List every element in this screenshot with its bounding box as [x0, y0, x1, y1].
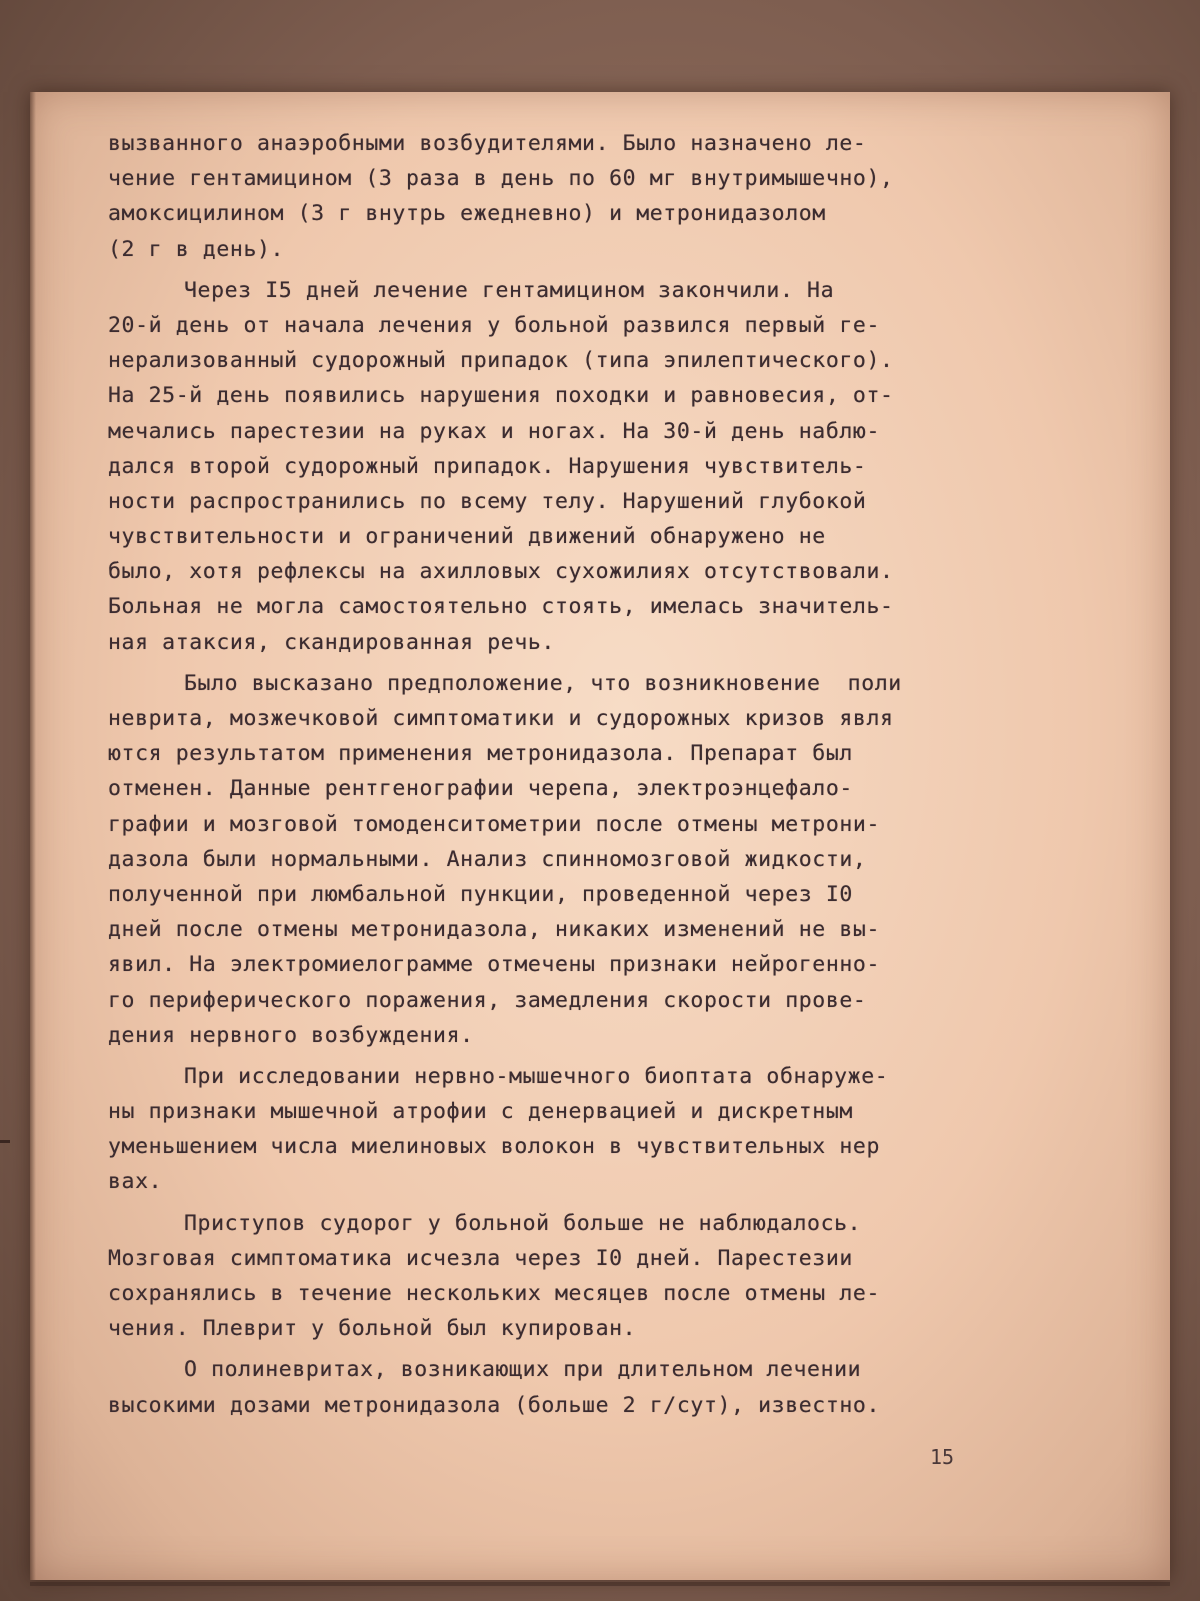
text-line: Мозговая симптоматика исчезла через I0 дней. Парестезии	[108, 1245, 853, 1271]
text-line: чувствительности и ограничений движений обнаружено не	[108, 524, 826, 550]
text-line: высокими дозами метронидазола (больше 2 г/сут), известно.	[108, 1392, 881, 1418]
text-line: дазола были нормальными. Анализ спинномозговой жидкости,	[108, 846, 867, 872]
text-line: дался второй судорожный припадок. Нарушения чувствитель-	[108, 453, 867, 479]
text-line: было, хотя рефлексы на ахилловых сухожилиях отсутствовали.	[108, 559, 894, 585]
text-line: При исследовании нервно-мышечного биоптата обнаруже-	[184, 1063, 889, 1089]
page-number: 15	[930, 1445, 955, 1469]
text-line: ются результатом применения метронидазола. Препарат был	[108, 741, 853, 767]
text-line: дней после отмены метронидазола, никаких изменений не вы-	[108, 917, 881, 943]
text-line: явил. На электромиелограмме отмечены признаки нейрогенно-	[108, 952, 881, 978]
text-line: Приступов судорог у больной больше не наблюдалось.	[184, 1210, 862, 1236]
text-line: ны признаки мышечной атрофии с денервацией и дискретным	[108, 1099, 853, 1125]
text-line: вызванного анаэробными возбудителями. Было назначено ле-	[108, 131, 867, 156]
text-line: 20-й день от начала лечения у больной развился первый ге-	[108, 312, 881, 338]
text-line: мечались парестезии на руках и ногах. На 30-й день наблю-	[108, 418, 881, 444]
text-line: чения. Плеврит у больной был купирован.	[108, 1316, 637, 1342]
text-line: чение гентамицином (3 раза в день по 60 мг внутримышечно),	[108, 166, 894, 192]
text-line: сохранялись в течение нескольких месяцев после отмены ле-	[108, 1281, 881, 1306]
left-edge-mark	[0, 1140, 10, 1143]
bottom-edge-shadow	[30, 1582, 1170, 1586]
text-line: амоксицилином (3 г внутрь ежедневно) и метронидазолом	[108, 201, 826, 227]
text-line: дения нервного возбуждения.	[108, 1022, 474, 1048]
text-line: отменен. Данные рентгенографии черепа, электроэнцефало-	[108, 776, 853, 802]
text-line: графии и мозговой томоденситометрии после отмены метрони-	[108, 811, 881, 837]
text-line: (2 г в день).	[108, 236, 285, 262]
text-line: Было высказано предположение, что возникновение поли	[184, 670, 902, 696]
text-line: уменьшением числа миелиновых волокон в чувствительных нер	[108, 1134, 881, 1160]
text-line: ная атаксия, скандированная речь.	[108, 629, 555, 655]
text-line: ности распространились по всему телу. Нарушений глубокой	[108, 488, 867, 514]
document-page	[30, 92, 1170, 1580]
text-line: На 25-й день появились нарушения походки и равновесия, от-	[108, 383, 894, 409]
text-line: О полиневритах, возникающих при длительном лечении	[184, 1357, 862, 1383]
text-line: го периферического поражения, замедления скорости прове-	[108, 987, 867, 1013]
text-line: Больная не могла самостоятельно стоять, имелась значитель-	[108, 594, 894, 620]
body-text	[108, 126, 1068, 1423]
text-line: полученной при люмбальной пункции, проведенной через I0	[108, 881, 853, 907]
text-line: Через I5 дней лечение гентамицином закончили. На	[184, 277, 835, 303]
text-line: вах.	[108, 1169, 163, 1195]
text-line: нерализованный судорожный припадок (типа эпилептического).	[108, 348, 894, 374]
text-line: неврита, мозжечковой симптоматики и судорожных кризов явля	[108, 706, 894, 731]
